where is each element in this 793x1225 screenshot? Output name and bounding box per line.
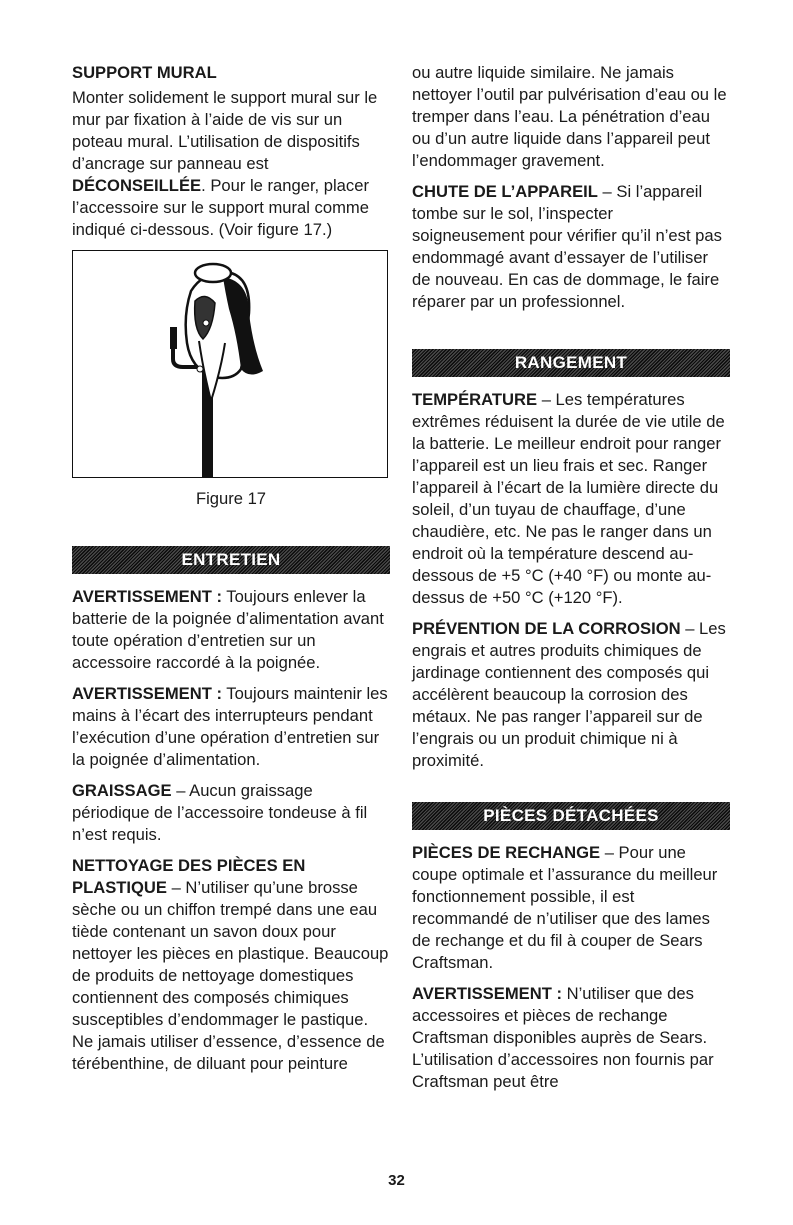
pieces-rechange-label: PIÈCES DE RECHANGE [412, 843, 601, 862]
entretien-banner: ENTRETIEN [72, 546, 390, 574]
graissage-paragraph [72, 780, 390, 846]
corrosion-text: – Les engrais et autres produits chimiques de jardinage contiennent des composés qui accélèrent beaucoup la corrosion des métaux. Ne pas ranger l’appareil sur de l’engrais ou un produit chimique ni à proximité. [412, 619, 726, 770]
avertissement-3-text: N’utiliser que des accessoires et pièces de rechange Craftsman disponibles auprès de Sears. L’utilisation d’accessoires non fournis par Craftsman peut être [412, 984, 714, 1091]
pieces-rechange-paragraph [412, 842, 730, 974]
rangement-banner: RANGEMENT [412, 349, 730, 377]
temperature-label: TEMPÉRATURE [412, 390, 538, 409]
avertissement-1-text: Toujours enlever la batterie de la poignée d’alimentation avant toute opération d’entretien sur un accessoire raccordé à la poignée. [72, 587, 384, 672]
support-mural-heading: SUPPORT MURAL [72, 63, 217, 82]
deconseillee-emphasis: DÉCONSEILLÉE [72, 176, 202, 195]
chute-paragraph [412, 181, 730, 313]
bracket-shape [170, 327, 177, 349]
screw-icon-2 [197, 366, 203, 372]
left-column [72, 62, 390, 1084]
avertissement-1-label: AVERTISSEMENT : [72, 587, 222, 606]
figure-17-image [72, 250, 388, 478]
avertissement-1-paragraph [72, 586, 390, 674]
chute-text: – Si l’appareil tombe sur le sol, l’inspecter soigneusement pour vérifier qu’il n’est pas endommagé avant d’essayer de l’utiliser de nouveau. En cas de dommage, le faire réparer par un professionnel. [412, 182, 722, 311]
avertissement-3-label: AVERTISSEMENT : [412, 984, 562, 1003]
pieces-detachees-banner: PIÈCES DÉTACHÉES [412, 802, 730, 830]
wall-mount-illustration [73, 251, 387, 477]
avertissement-2-text: Toujours maintenir les mains à l’écart des interrupteurs pendant l’exécution d’une opération d’entretien sur la poignée d’alimentation. [72, 684, 388, 769]
figure-caption: Figure 17 [195, 489, 267, 508]
temperature-text: – Les températures extrêmes réduisent la durée de vie utile de la batterie. Le meilleur endroit pour ranger l’appareil est un lieu frais et sec. Ranger l’appareil à l’écart de la lumière directe du soleil, d’un tuyau de chauffage, d’une chaudière, etc. Ne pas le ranger dans un endroit où la température descend au-dessous de +5 °C (+40 °F) ou monte au-dessus de +50 °C (+120 °F). [412, 390, 725, 607]
graissage-label: GRAISSAGE [72, 781, 172, 800]
corrosion-label: PRÉVENTION DE LA CORROSION [412, 619, 681, 638]
corrosion-paragraph [412, 618, 730, 772]
chute-label: CHUTE DE L’APPAREIL [412, 182, 598, 201]
nettoyage-paragraph [72, 855, 390, 1075]
avertissement-2-paragraph [72, 683, 390, 771]
graissage-text: – Aucun graissage périodique de l’accessoire tondeuse à fil n’est requis. [72, 781, 368, 844]
pieces-rechange-text: – Pour une coupe optimale et l’assurance du meilleur fonctionnement possible, il est recommandé de n’utiliser que des lames de rechange et du fil à couper de Sears Craftsman. [412, 843, 718, 972]
support-mural-paragraph [72, 87, 390, 241]
avertissement-2-label: AVERTISSEMENT : [72, 684, 222, 703]
screw-icon [203, 320, 209, 326]
section-support-mural [72, 62, 390, 241]
page-number: 32 [388, 1172, 405, 1189]
nettoyage-label: NETTOYAGE DES PIÈCES EN PLASTIQUE [72, 856, 306, 897]
top-ring-shape [195, 264, 231, 282]
temperature-paragraph [412, 389, 730, 609]
avertissement-3-paragraph [412, 983, 730, 1093]
continuation-paragraph: ou autre liquide similaire. Ne jamais nettoyer l’outil par pulvérisation d’eau ou le tremper dans l’eau. La pénétration d’eau ou d’un autre liquide dans l’appareil peut l’endommager gravement. [412, 63, 727, 170]
nettoyage-text: – N’utiliser qu’une brosse sèche ou un chiffon trempé dans une eau tiède contenant un savon doux pour nettoyer les pièces en plastique. Beaucoup de produits de nettoyage domestiques contiennent des composés chimiques susceptibles d’endommager le pastique. Ne jamais utiliser d’essence, d’essence de térébenthine, de diluant pour peinture [72, 878, 389, 1073]
right-column [412, 62, 730, 1102]
support-mural-text-1: Monter solidement le support mural sur le mur par fixation à l’aide de vis sur un poteau mural. L’utilisation de dispositifs d’ancrage sur panneau est [72, 88, 378, 173]
support-mural-text-2: . Pour le ranger, placer l’accessoire sur le support mural comme indiqué ci-dessous. (Voir figure 17.) [72, 176, 369, 239]
